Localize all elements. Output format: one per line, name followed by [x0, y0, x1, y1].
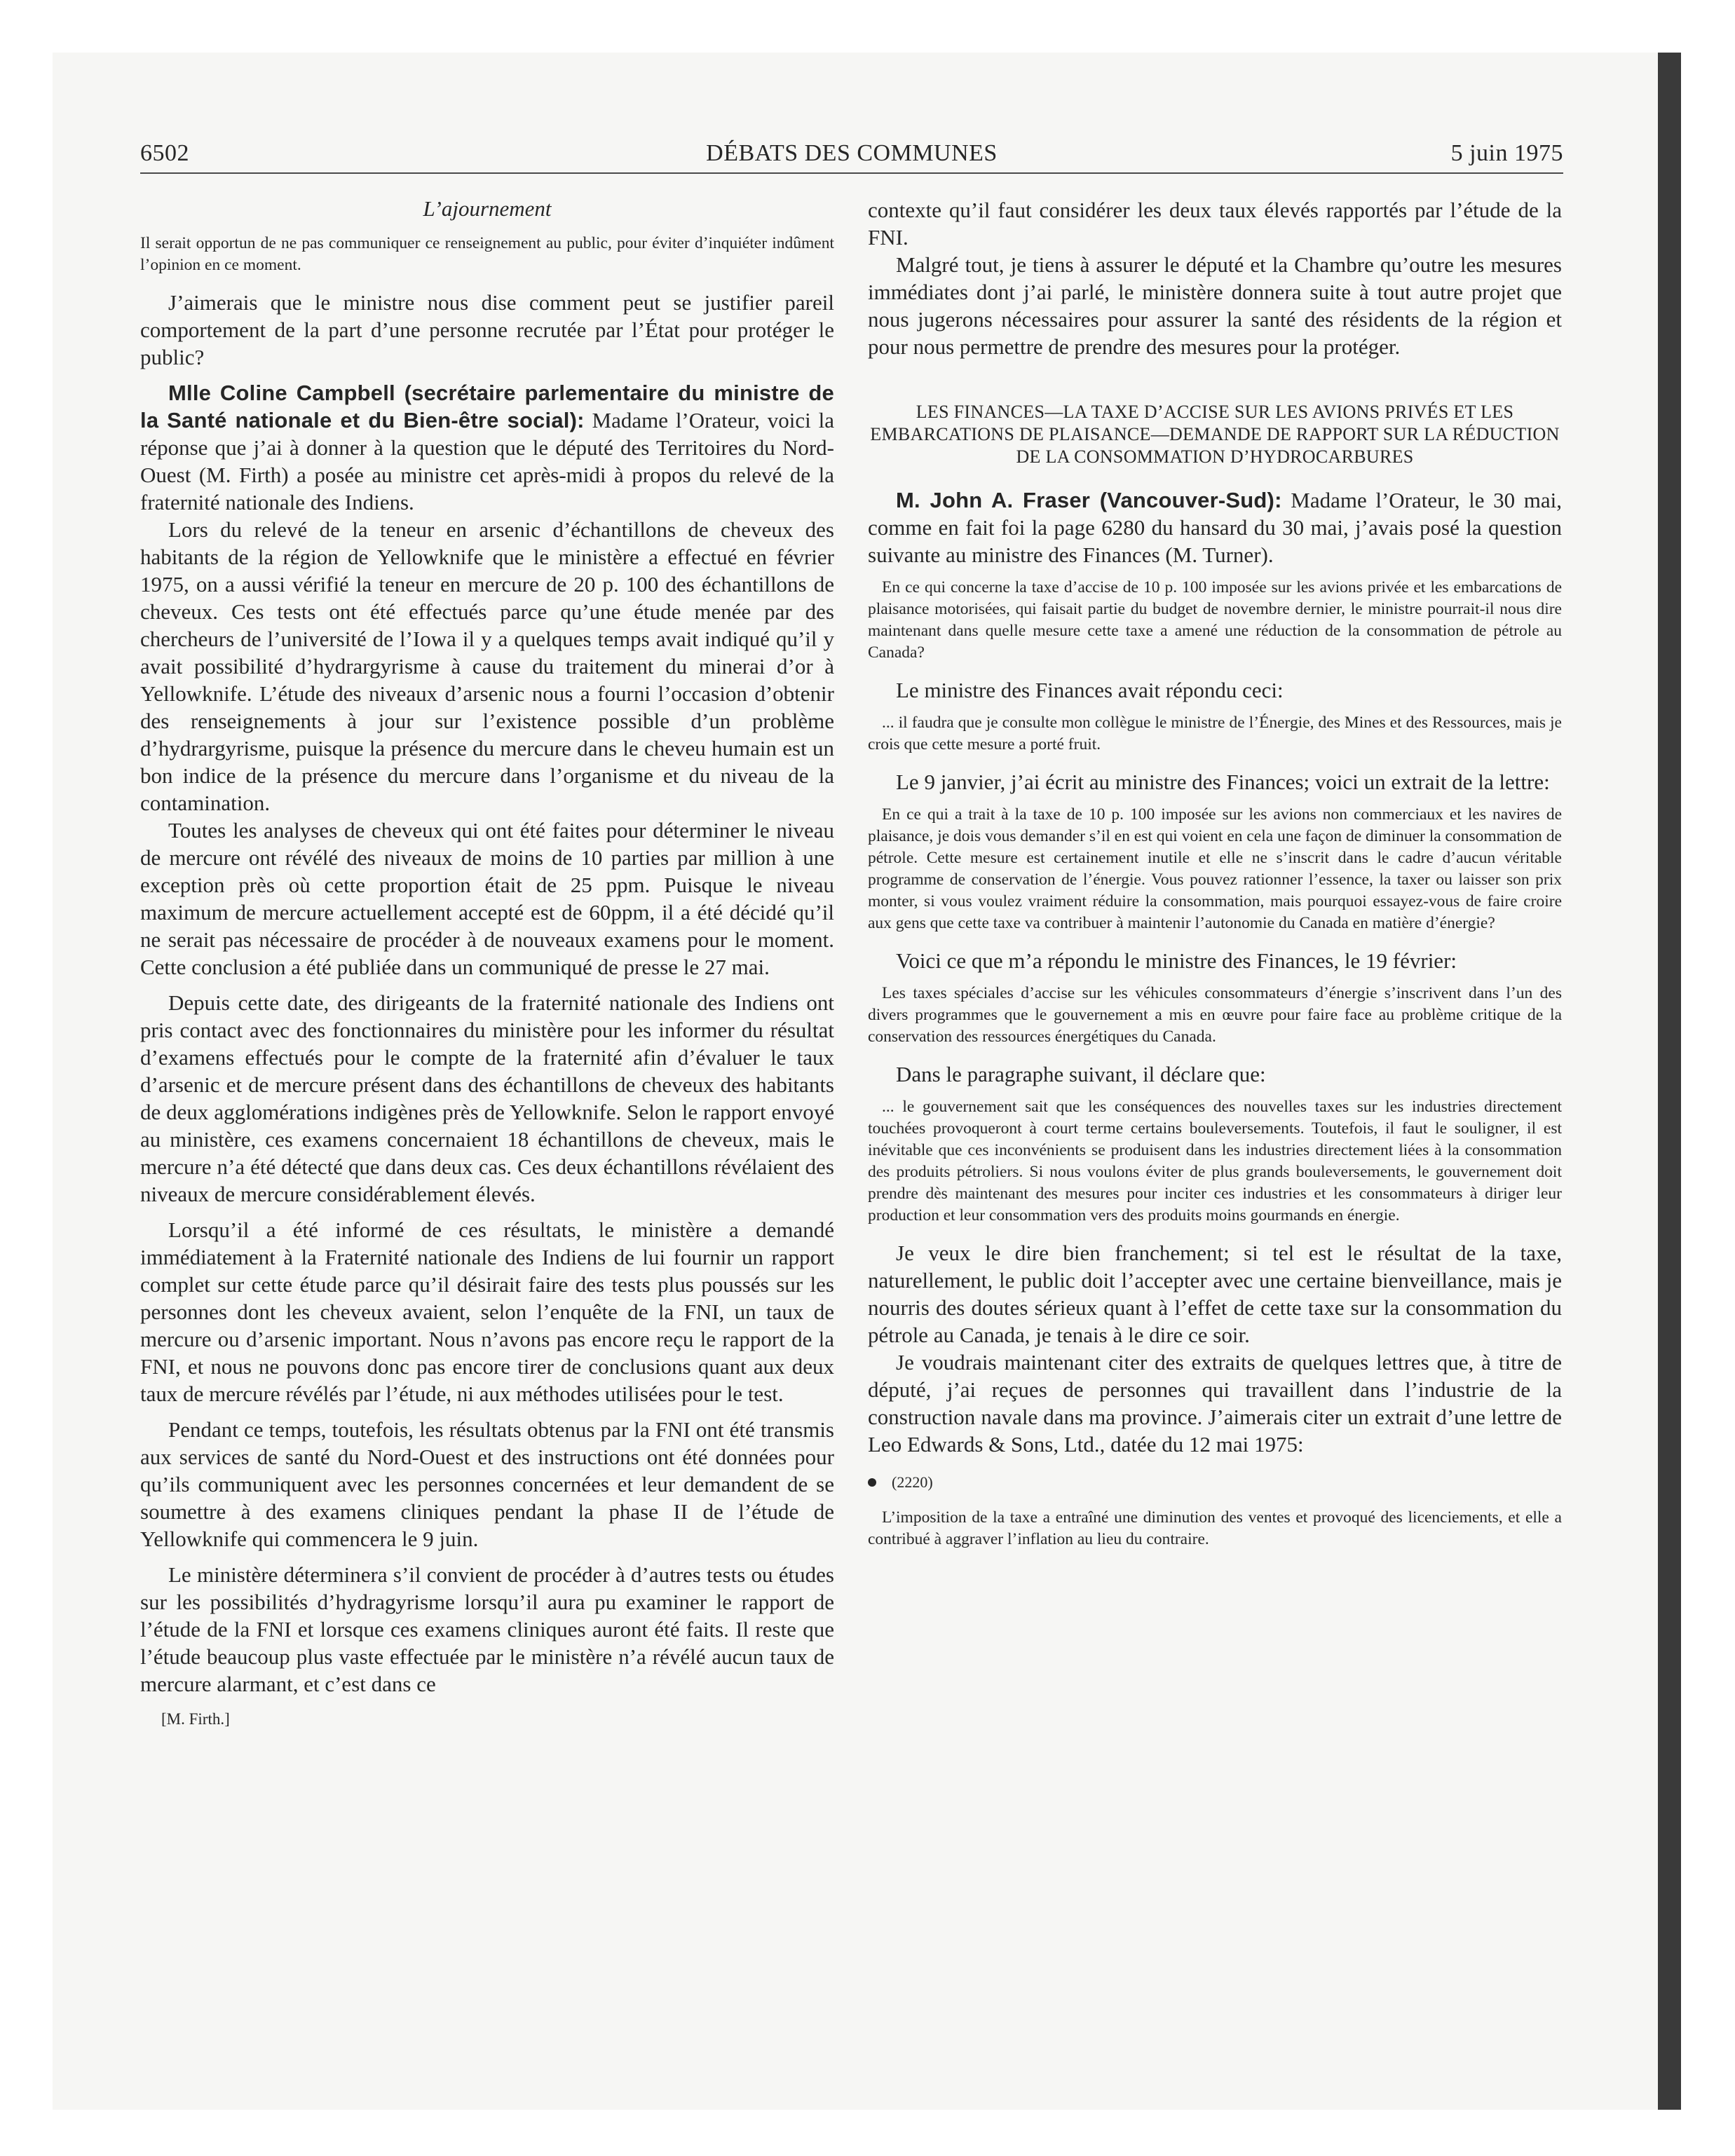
body-paragraph: Dans le paragraphe suivant, il déclare que: — [896, 1062, 1266, 1086]
body-paragraph: Je veux le dire bien franchement; si tel est le résultat de la taxe, naturellement, le public doit l’accepter avec une certaine bienveillance, mais je nourris des doutes sérieux quant à l’effet de cette taxe sur la consommation du pétrole au Canada, je tenais à le dire ce soir. — [868, 1241, 1562, 1347]
body-paragraph: Voici ce que m’a répondu le ministre des Finances, le 19 février: — [896, 948, 1457, 973]
body-paragraph: contexte qu’il faut considérer les deux taux élevés rapportés par l’étude de la FNI. — [868, 198, 1562, 250]
body-paragraph: Malgré tout, je tiens à assurer le député et la Chambre qu’outre les mesures immédiates dont j’ai parlé, le ministère donnera suite à tout autre projet que nous jugerons nécessaires pour assurer la santé des résidents de la région et pour nous permettre de prendre des mesures pour la protéger. — [868, 252, 1562, 359]
time-marker — [868, 1473, 1562, 1492]
body-paragraph: Depuis cette date, des dirigeants de la fraternité nationale des Indiens ont pris contact avec des fonctionnaires du ministère pour les informer du résultat d’examens effectués pour le compte de la fraternité afin d’évaluer le taux d’arsenic et de mercure présent dans des échantillons de cheveux des habitants de deux agglomérations indigènes près de Yellowknife. Selon le rapport envoyé au ministère, ces examens concernaient 18 échantillons de cheveux, mais le mercure n’a été détecté que dans deux cas. Ces deux échantillons révélaient des niveaux de mercure considérablement élevés. — [140, 990, 834, 1206]
running-head: L’ajournement — [423, 196, 552, 221]
quote-paragraph: En ce qui a trait à la taxe de 10 p. 100 imposée sur les avions non commerciaux et les navires de plaisance, je dois vous demander s’il en est qui voient en cela une façon de diminuer la consommation de pétrole. Cette mesure est certainement inutile et elle ne s’inscrit dans le cadre d’aucun véritable programme de conservation de l’énergie. Vous pouvez rationner l’essence, la taxer ou laisser son prix monter, si vous voulez vraiment réduire la consommation, mais pourquoi essayez-vous de faire croire aux gens que cette taxe va contribuer à maintenir l’autonomie du Canada en matière d’énergie? — [868, 805, 1562, 932]
scan-edge-shadow — [1658, 53, 1681, 2110]
body-paragraph: Le ministère déterminera s’il convient de procéder à d’autres tests ou études sur les possibilités d’hydragyrisme lorsqu’il aura pu examiner le rapport de l’étude de la FNI et lorsque ces examens cliniques auront été faits. Il reste que l’étude beaucoup plus vaste effectuée par le ministère n’a révélé aucun taux de mercure alarmant, et c’est dans ce — [140, 1562, 834, 1696]
speech-text: Madame l’Orateur, le 30 mai, comme en fait foi la page 6280 du hansard du 30 mai, j’avais posé la question suivante au ministre des Finances (M. Turner). — [868, 488, 1563, 567]
quote-paragraph: Il serait opportun de ne pas communiquer ce renseignement au public, pour éviter d’inquiéter indûment l’opinion en ce moment. — [140, 234, 834, 274]
quote-paragraph: ... le gouvernement sait que les conséquences des nouvelles taxes sur les industries directement touchées provoqueront à court terme certains bouleversements. Toutefois, il faut le souligner, il est inévitable que ces inconvénients se produisent dans les industries directement liées à la consommation des produits pétroliers. Si nous voulons éviter de plus grands bouleversements, le gouvernement doit prendre dès maintenant des mesures pour inciter ces industries et les consommateurs à diriger leur production et leur consommation vers des produits moins gourmands en énergie. — [868, 1098, 1562, 1224]
page-date: 5 juin 1975 — [1450, 140, 1563, 166]
quote-paragraph: En ce qui concerne la taxe d’accise de 10 p. 100 imposée sur les avions privée et les embarcations de plaisance motorisées, qui faisait partie du budget de novembre dernier, le ministre pourrait-il nous dire maintenant dans quelle mesure cette taxe a amené une réduction de la consommation de pétrole au Canada? — [868, 578, 1562, 662]
page-number: 6502 — [140, 140, 189, 166]
quote-paragraph: L’imposition de la taxe a entraîné une diminution des ventes et provoqué des licenciements, et elle a contribué à aggraver l’inflation au lieu du contraire. — [868, 1508, 1562, 1548]
section-heading: LES FINANCES—LA TAXE D’ACCISE SUR LES AVIONS PRIVÉS ET LES EMBARCATIONS DE PLAISANCE—DEMANDE DE RAPPORT SUR LA RÉDUCTION DE LA CONSOMMATION D’HYDROCARBURES — [870, 402, 1560, 467]
body-paragraph: Le ministre des Finances avait répondu ceci: — [896, 678, 1284, 702]
body-paragraph: Lorsqu’il a été informé de ces résultats, le ministère a demandé immédiatement à la Fraternité nationale des Indiens de lui fournir un rapport complet sur cette étude parce qu’il désirait faire des tests plus poussés sur les personnes dont les cheveux avaient, selon l’enquête de la FNI, un taux de mercure ou d’arsenic important. Nous n’avons pas encore reçu le rapport de la FNI, et nous ne pouvons donc pas encore tirer de conclusions quant aux deux taux de mercure révélés par l’étude, ni aux méthodes utilisées pour le test. — [140, 1217, 834, 1406]
speaker-name: M. John A. Fraser (Vancouver-Sud): — [896, 488, 1282, 512]
body-paragraph: Lors du relevé de la teneur en arsenic d’échantillons de cheveux des habitants de la région de Yellowknife que le ministère a effectué en février 1975, on a aussi vérifié la teneur en mercure de 20 p. 100 des échantillons de cheveux. Ces tests ont été effectués parce qu’une étude menée par des chercheurs de l’université de l’Iowa il y a quelques temps avait indiqué qu’il y avait possibilité d’hydrargyrisme à cause du traitement du minerai d’or à Yellowknife. L’étude des niveaux d’arsenic nous a fourni l’occasion d’obtenir des renseignements à jour sur l’existence possible d’un problème d’hydrargyrisme, puisque la présence du mercure dans le cheveu humain est un bon indice de la présence du mercure dans l’organisme et du niveau de la contamination. — [140, 517, 834, 815]
speech-paragraph — [140, 379, 834, 516]
quote-paragraph: ... il faudra que je consulte mon collègue le ministre de l’Énergie, des Mines et des Ressources, mais je crois que cette mesure a porté fruit. — [868, 714, 1562, 753]
speaker-signoff: [M. Firth.] — [161, 1710, 230, 1728]
body-paragraph: Pendant ce temps, toutefois, les résultats obtenus par la FNI ont été transmis aux services de santé du Nord-Ouest et des instructions ont été données pour qu’ils communiquent avec les personnes concernées et leur demandent de se soumettre à des examens cliniques pendant la phase II de l’étude de Yellowknife qui commencera le 9 juin. — [140, 1417, 834, 1551]
body-paragraph: Le 9 janvier, j’ai écrit au ministre des Finances; voici un extrait de la lettre: — [896, 770, 1550, 794]
speech-paragraph — [868, 486, 1562, 568]
body-paragraph: Toutes les analyses de cheveux qui ont été faites pour déterminer le niveau de mercure ont révélé des niveaux de moins de 10 parties par million à une exception près où cette proportion était de 25 ppm. Puisque le niveau maximum de mercure actuellement accepté est de 60ppm, il a été décidé qu’il ne serait pas nécessaire de procéder à de nouveaux examens pour le moment. Cette conclusion a été publiée dans un communiqué de presse le 27 mai. — [140, 818, 834, 979]
body-paragraph: J’aimerais que le ministre nous dise comment peut se justifier pareil comportement de la part d’une personne recrutée par l’État pour protéger le public? — [140, 290, 834, 369]
quote-paragraph: Les taxes spéciales d’accise sur les véhicules consommateurs d’énergie s’inscrivent dans l’un des divers programmes que le gouvernement a mis en œuvre pour faire face au problème critique de la conservation des ressources énergétiques du Canada. — [868, 984, 1562, 1046]
body-paragraph: Je voudrais maintenant citer des extraits de quelques lettres que, à titre de député, j’ai reçues de personnes qui travaillent dans l’industrie de la construction navale dans ma province. J’aimerais citer un extrait d’une lettre de Leo Edwards & Sons, Ltd., datée du 12 mai 1975: — [868, 1350, 1562, 1456]
speaker-name: Mlle Coline Campbell (secrétaire parlementaire du ministre de la Santé nationale et du Bien-être social): — [140, 381, 834, 432]
left-column — [140, 196, 834, 1728]
bullet-dot-icon — [868, 1478, 876, 1487]
publication-title: DÉBATS DES COMMUNES — [706, 140, 998, 166]
time-marker-label: (2220) — [892, 1473, 933, 1491]
speech-text: Madame l’Orateur, voici la réponse que j’ai à donner à la question que le député des Territoires du Nord-Ouest (M. Firth) a posée au ministre cet après-midi à propos du relevé de la fraternité nationale des Indiens. — [140, 408, 835, 514]
right-column — [868, 196, 1562, 1550]
page-header — [140, 140, 1563, 174]
